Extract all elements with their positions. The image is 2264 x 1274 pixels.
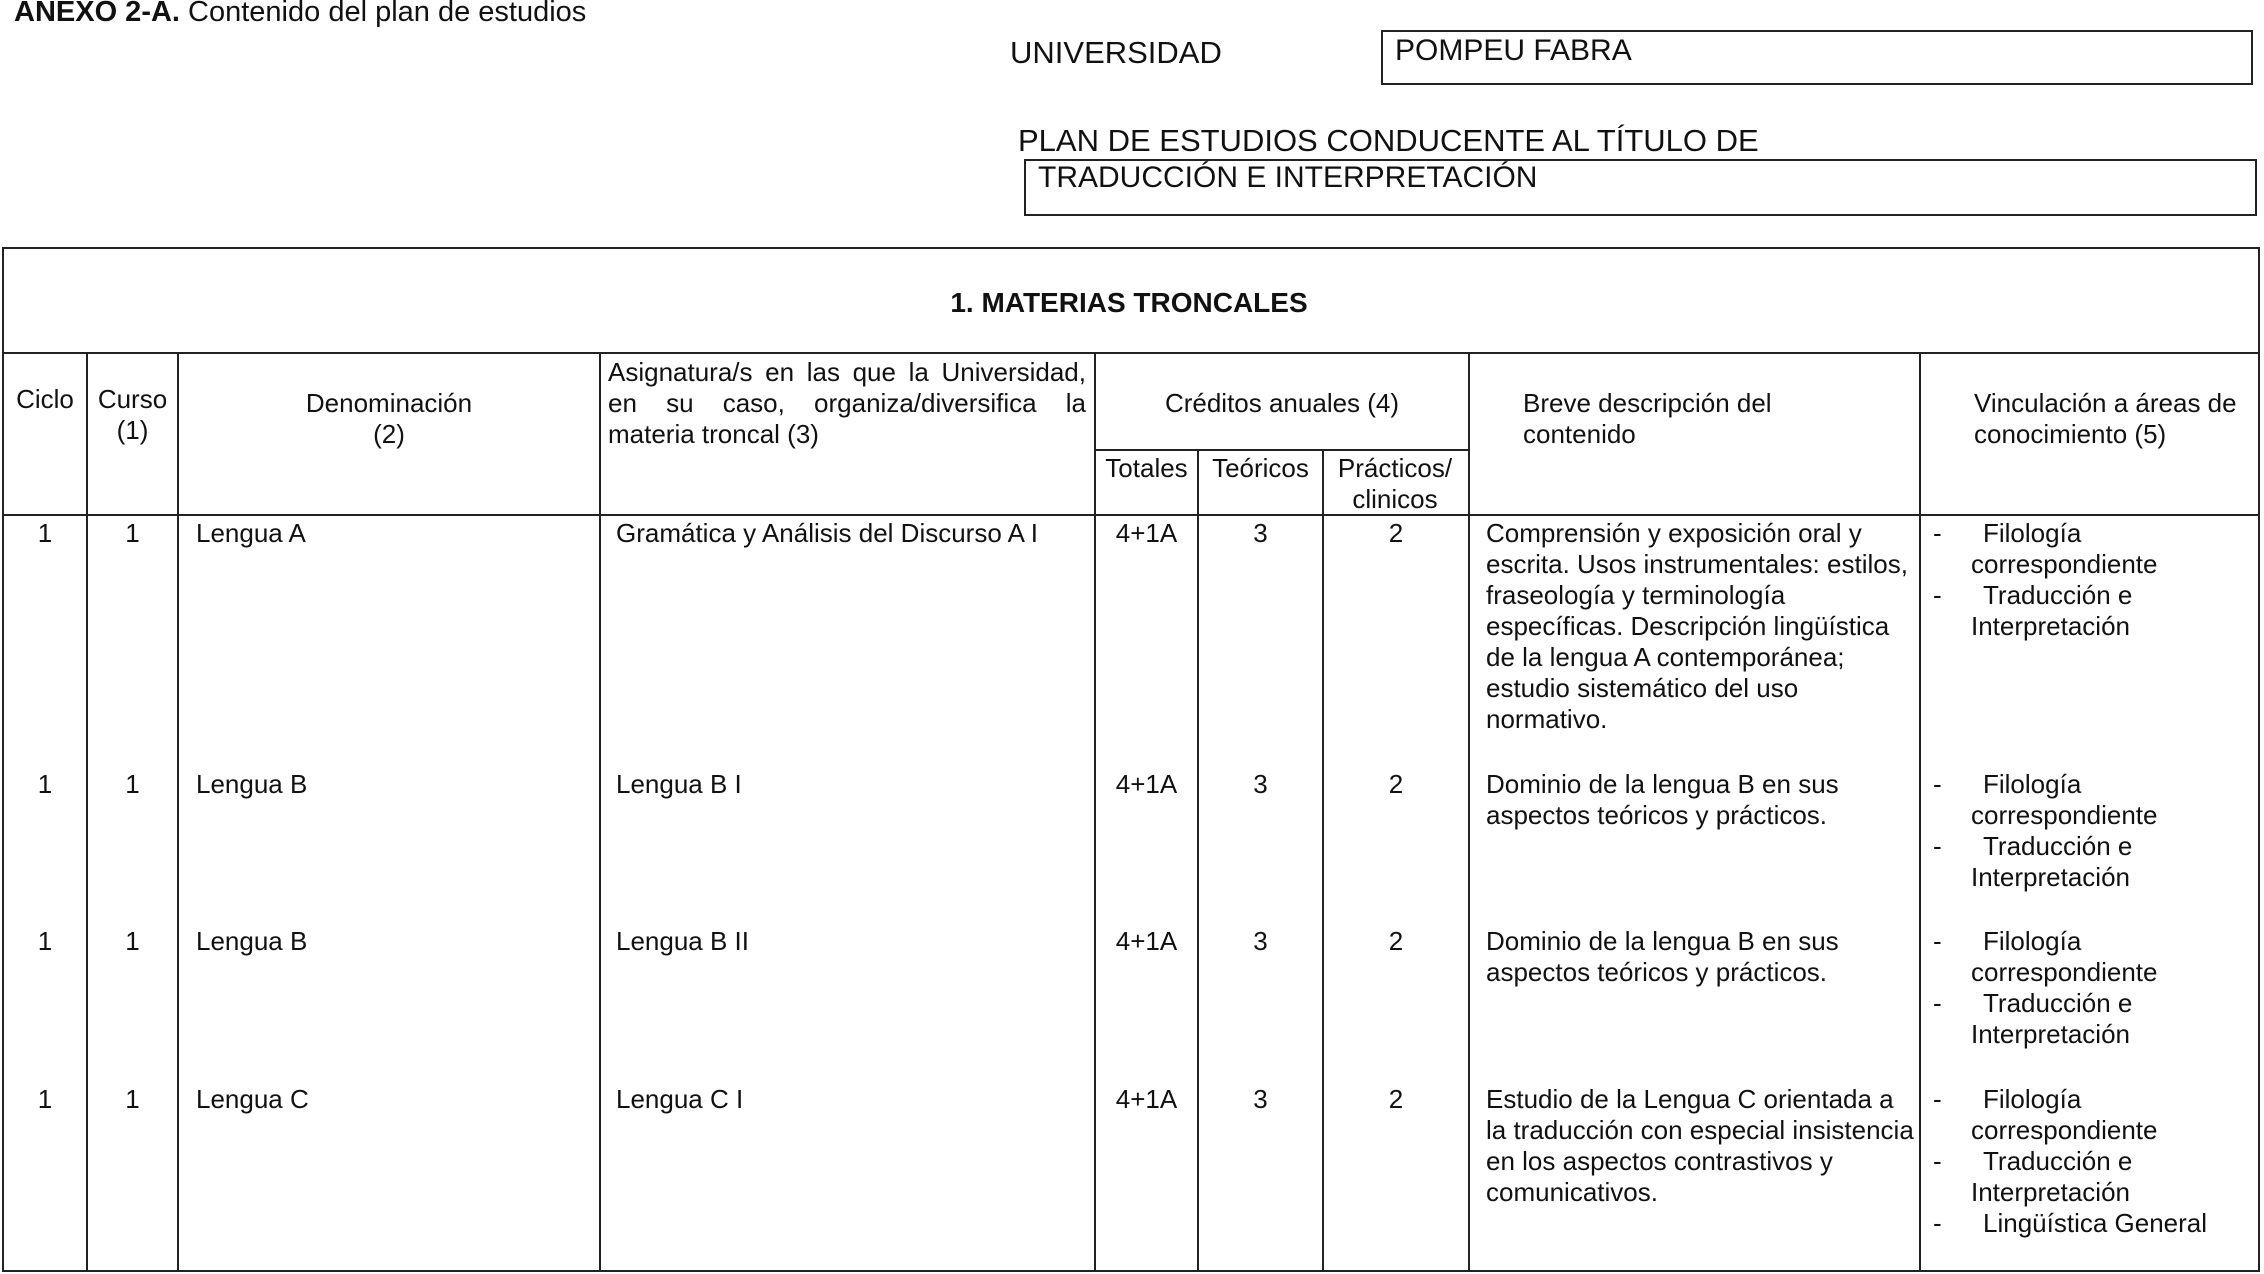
column-header-ciclo: Ciclo [16,384,74,414]
table-cell-ciclo: 1 [37,769,53,799]
table-cell-asignatura: Lengua C I [616,1084,744,1114]
area-item [1921,1084,2257,1146]
table-cell-ciclo: 1 [37,1084,53,1114]
column-divider [177,352,179,1272]
area-name-continued: Interpretación [1971,1019,2130,1049]
table-cell-practicos: 2 [1388,926,1404,956]
column-header-asignaturas: Asignatura/s en las que la Universidad, en su caso, organiza/diversifica la materia troncal (3) [608,357,1086,449]
university-name: POMPEU FABRA [1395,34,1632,67]
table-cell-areas [1921,518,2257,642]
credits-subheader-divider [1094,449,1468,451]
table-cell-areas [1921,926,2257,1050]
table-cell-practicos: 2 [1388,518,1404,548]
column-header-totales: Totales [1105,453,1188,483]
table-cell-asignatura: Gramática y Análisis del Discurso A I [616,518,1038,548]
area-name-continued: correspondiente [1971,1115,2158,1145]
table-cell-asignatura: Lengua B II [616,926,749,956]
degree-title-box [1024,159,2257,216]
table-cell-descripcion: Dominio de la lengua B en sus aspectos teóricos y prácticos. [1486,926,1839,987]
table-cell-descripcion: Dominio de la lengua B en sus aspectos teóricos y prácticos. [1486,769,1839,830]
area-item [1921,926,2257,988]
area-name-continued: correspondiente [1971,549,2158,579]
column-header-denominacion [179,388,599,450]
area-name-continued: Interpretación [1971,862,2130,892]
area-item [1921,769,2257,831]
area-name: - Traducción e [1983,988,2133,1018]
area-name: - Traducción e [1983,831,2133,861]
table-cell-denominacion: Lengua B [196,926,308,956]
area-item [1921,518,2257,580]
column-divider [1468,352,1470,1272]
table-cell-teoricos: 3 [1253,926,1268,956]
annex-number: ANEXO 2-A. [14,0,180,28]
table-cell-teoricos: 3 [1253,518,1268,548]
table-cell-totales: 4+1A [1115,926,1178,956]
table-cell-denominacion: Lengua A [196,518,306,548]
area-item [1921,580,2257,642]
column-divider [86,352,88,1272]
table-cell-curso: 1 [125,518,140,548]
degree-title: TRADUCCIÓN E INTERPRETACIÓN [1038,161,1538,194]
table-cell-totales: 4+1A [1115,769,1178,799]
column-header-denominacion-label: Denominación [305,388,473,418]
column-divider [1322,449,1324,1272]
column-header-creditos: Créditos anuales (4) [1164,388,1400,418]
area-name: - Filología [1983,1084,2082,1114]
column-divider [599,352,601,1272]
table-cell-totales: 4+1A [1115,518,1178,548]
table-cell-denominacion: Lengua B [196,769,308,799]
area-item [1921,831,2257,893]
column-header-vinculacion: Vinculación a áreas de conocimiento (5) [1974,388,2237,449]
area-item [1921,988,2257,1050]
table-cell-asignatura: Lengua B I [616,769,742,799]
table-cell-ciclo: 1 [37,518,53,548]
area-name-continued: correspondiente [1971,800,2158,830]
table-cell-practicos: 2 [1388,1084,1404,1114]
column-header-teoricos: Teóricos [1212,453,1309,483]
table-cell-descripcion: Estudio de la Lengua C orientada a la traducción con especial insistencia en los aspectos contrastivos y comunicativos. [1486,1084,1914,1207]
column-header-curso-label: Curso [97,384,168,414]
area-name: - Traducción e [1983,580,2133,610]
area-name: - Filología [1983,926,2082,956]
table-cell-totales: 4+1A [1115,1084,1178,1114]
table-cell-curso: 1 [125,769,140,799]
table-cell-curso: 1 [125,926,140,956]
column-header-denominacion-note: (2) [373,419,405,449]
area-item [1921,1208,2257,1239]
column-header-descripcion: Breve descripción del contenido [1523,388,1772,449]
column-divider [1197,449,1199,1272]
plan-label: PLAN DE ESTUDIOS CONDUCENTE AL TÍTULO DE [1018,123,1759,158]
column-header-curso-note: (1) [116,415,149,445]
university-name-box [1381,30,2253,85]
area-name: - Filología [1983,518,2082,548]
table-cell-curso: 1 [125,1084,140,1114]
table-cell-teoricos: 3 [1253,769,1268,799]
table-cell-practicos: 2 [1388,769,1404,799]
section-title: 1. MATERIAS TRONCALES [950,287,1308,318]
table-cell-areas [1921,769,2257,893]
table-cell-areas [1921,1084,2257,1239]
table-cell-ciclo: 1 [37,926,53,956]
annex-description: Contenido del plan de estudios [188,0,587,28]
university-label: UNIVERSIDAD [1010,35,1222,70]
header-bottom-divider [2,514,2260,516]
table-cell-teoricos: 3 [1253,1084,1268,1114]
table-cell-denominacion: Lengua C [196,1084,309,1114]
table-cell-descripcion: Comprensión y exposición oral y escrita. Usos instrumentales: estilos, fraseología y terminología específicas. Descripción lingüística de la lengua A contemporánea; estudio sistemático del uso normativo. [1486,518,1908,734]
area-name-continued: correspondiente [1971,957,2158,987]
area-name: - Lingüística General [1983,1208,2208,1238]
column-divider [1094,352,1096,1272]
area-item [1921,1146,2257,1208]
area-name-continued: Interpretación [1971,1177,2130,1207]
annex-heading [14,0,586,29]
section-title-divider [2,352,2260,354]
area-name-continued: Interpretación [1971,611,2130,641]
column-header-curso [88,384,177,446]
area-name: - Filología [1983,769,2082,799]
area-name: - Traducción e [1983,1146,2133,1176]
column-header-practicos: Prácticos/ clinicos [1337,453,1453,514]
